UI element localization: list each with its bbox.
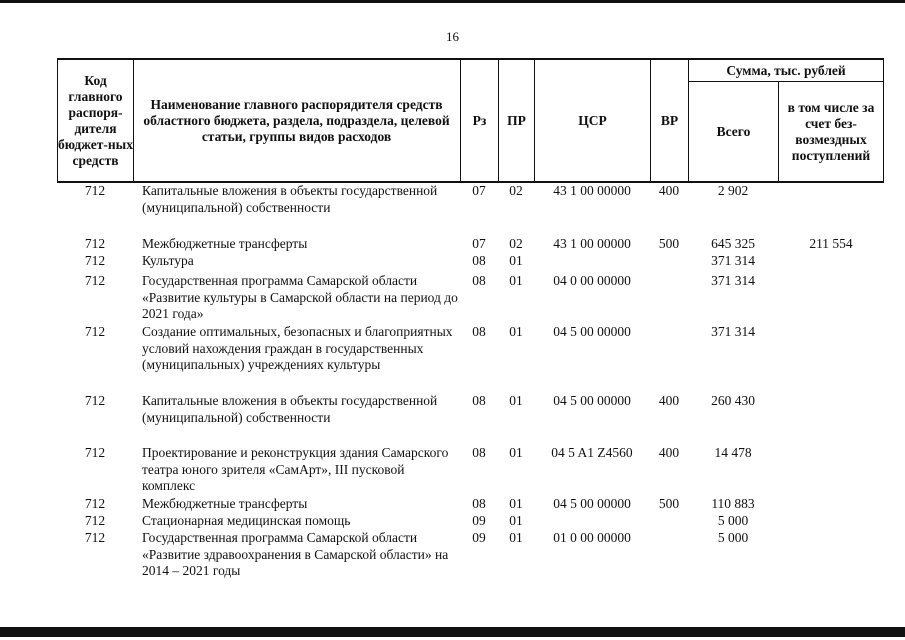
row-rz: 08 <box>472 324 486 339</box>
row-pr: 02 <box>509 183 523 198</box>
row-code: 712 <box>84 496 106 511</box>
row-vr: 500 <box>658 496 680 511</box>
row-code: 712 <box>84 236 106 251</box>
row-name: Межбюджетные трансферты <box>142 236 308 251</box>
row-rz: 07 <box>472 183 486 198</box>
row-name: Культура <box>142 253 194 268</box>
row-total: 110 883 <box>711 496 755 511</box>
row-code: 712 <box>84 253 106 268</box>
row-total: 14 478 <box>714 445 752 460</box>
row-total: 5 000 <box>717 513 749 528</box>
row-rz: 08 <box>472 445 486 460</box>
row-total: 371 314 <box>711 253 755 268</box>
row-pr: 01 <box>509 324 523 339</box>
row-code: 712 <box>84 393 106 408</box>
row-rz: 08 <box>472 496 486 511</box>
row-rz: 08 <box>472 253 486 268</box>
row-pr: 01 <box>509 496 523 511</box>
col-header-grants: в том числе за счет без-возмездных поступлений <box>787 99 875 163</box>
row-pr: 01 <box>509 513 523 528</box>
row-rz: 09 <box>472 530 486 545</box>
row-name: Создание оптимальных, безопасных и благоприятных условий нахождения граждан в государственных (муниципальных) учреждениях культуры <box>142 324 453 372</box>
row-name: Межбюджетные трансферты <box>142 496 308 511</box>
row-name: Проектирование и реконструкция здания Самарского театра юного зрителя «СамАрт», III пусковой комплекс <box>142 445 449 493</box>
row-name: Государственная программа Самарской области «Развитие культуры в Самарской области на период до 2021 года» <box>142 273 458 321</box>
col-header-rz: Рз <box>472 112 487 128</box>
row-code: 712 <box>84 513 106 528</box>
row-rz: 07 <box>472 236 486 251</box>
vline <box>883 58 884 183</box>
row-name: Капитальные вложения в объекты государственной (муниципальной) собственности <box>142 183 438 215</box>
row-code: 712 <box>84 183 106 198</box>
row-csr: 04 0 00 00000 <box>553 273 631 288</box>
row-vr: 400 <box>658 393 680 408</box>
row-total: 645 325 <box>711 236 755 251</box>
col-header-sum-group: Сумма, тыс. рублей <box>726 62 846 78</box>
page-number: 16 <box>446 29 459 44</box>
row-vr: 400 <box>658 183 680 198</box>
row-csr: 04 5 00 00000 <box>553 393 631 408</box>
top-border <box>0 0 905 3</box>
row-csr: 43 1 00 00000 <box>553 236 631 251</box>
row-code: 712 <box>84 445 106 460</box>
row-code: 712 <box>84 530 106 545</box>
row-csr: 04 5 00 00000 <box>553 496 631 511</box>
row-pr: 01 <box>509 253 523 268</box>
bottom-border <box>0 627 905 637</box>
row-pr: 01 <box>509 393 523 408</box>
row-pr: 02 <box>509 236 523 251</box>
row-rz: 09 <box>472 513 486 528</box>
col-header-name: Наименование главного распорядителя средств областного бюджета, раздела, подраздела, целевой статьи, группы видов расходов <box>143 96 450 144</box>
row-rz: 08 <box>472 393 486 408</box>
row-total: 260 430 <box>711 393 755 408</box>
row-code: 712 <box>84 324 106 339</box>
row-pr: 01 <box>509 445 523 460</box>
row-csr: 04 5 00 00000 <box>553 324 631 339</box>
row-rz: 08 <box>472 273 486 288</box>
vline <box>133 58 134 183</box>
col-header-total: Всего <box>716 123 751 139</box>
col-header-code: Код главного распоря-дителя бюджет-ных средств <box>58 72 133 168</box>
col-header-csr: ЦСР <box>578 112 607 128</box>
row-code: 712 <box>84 273 106 288</box>
row-vr: 400 <box>658 445 680 460</box>
row-vr: 500 <box>658 236 680 251</box>
row-name: Стационарная медицинская помощь <box>142 513 351 528</box>
row-total: 5 000 <box>717 530 749 545</box>
row-name: Государственная программа Самарской области «Развитие здравоохранения в Самарской области» на 2014 – 2021 годы <box>142 530 449 578</box>
row-pr: 01 <box>509 273 523 288</box>
row-total: 371 314 <box>711 324 755 339</box>
row-csr: 01 0 00 00000 <box>553 530 631 545</box>
row-grants: 211 554 <box>809 236 853 251</box>
row-csr: 04 5 A1 Z4560 <box>551 445 633 460</box>
table-header <box>57 58 884 183</box>
col-header-pr: ПР <box>507 112 526 128</box>
row-csr: 43 1 00 00000 <box>553 183 631 198</box>
row-name: Капитальные вложения в объекты государственной (муниципальной) собственности <box>142 393 438 425</box>
row-pr: 01 <box>509 530 523 545</box>
row-total: 371 314 <box>711 273 755 288</box>
col-header-vr: ВР <box>660 112 679 128</box>
row-total: 2 902 <box>717 183 749 198</box>
